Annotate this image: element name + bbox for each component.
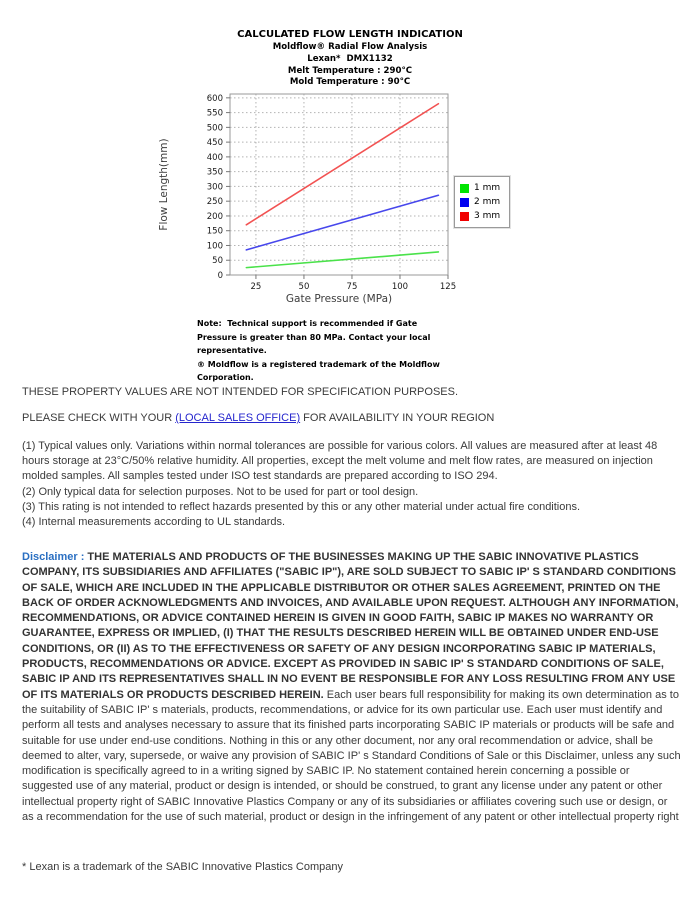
legend-label: 2 mm — [474, 197, 501, 207]
y-tick-label: 100 — [206, 241, 223, 252]
legend-item — [460, 195, 500, 209]
y-axis-label: Flow Length(mm) — [158, 138, 170, 231]
disclaimer-paragraph — [22, 550, 682, 825]
footnote-item: (1) Typical values only. Variations within normal tolerances are possible for various colors. All values are measured after at least 48 hours storage at 23°C/50% relative humidity. All properties, except the melt volume and melt flow rates, are measured on injection molded samples. All samples tested under ISO test standards are prepared according to ISO 294. — [22, 440, 658, 483]
local-sales-office-link[interactable]: (LOCAL SALES OFFICE) — [175, 412, 301, 424]
plot-area — [230, 94, 448, 275]
chart-title-line: Moldflow® Radial Flow Analysis — [272, 42, 428, 52]
availability-prefix: PLEASE CHECK WITH YOUR — [22, 412, 176, 424]
x-tick-label: 75 — [346, 282, 358, 292]
disclaimer-label: Disclaimer : — [22, 551, 88, 563]
y-tick-label: 150 — [206, 226, 223, 237]
y-tick-label: 500 — [206, 123, 223, 134]
chart-title-line: Lexan* DMX1132 — [307, 53, 393, 64]
y-tick-label: 600 — [206, 93, 223, 104]
x-axis-label: Gate Pressure (MPa) — [285, 293, 393, 305]
legend-label: 3 mm — [474, 211, 501, 221]
chart-note-line: Corporation. — [197, 373, 254, 383]
legend-label: 1 mm — [474, 183, 501, 193]
chart-note-line: representative. — [197, 346, 267, 356]
chart-note-line: Pressure is greater than 80 MPa. Contact your local — [197, 332, 431, 342]
disclaimer-regular-text: Each user bears full responsibility for making its own determination as to the suitability of SABIC IP' s materials, products, recommendations, or advice for its own particular use. Each user must identify and perform all tests and analyses necessary to assure that its finished parts incorporating SABIC IP materials or products will be safe and suitable for use under end-use conditions. Nothing in this or any other document, nor any oral recommendation or advice, shall be deemed to alter, vary, supersede, or waive any provision of SABIC IP' s Standard Conditions of Sale or this Disclaimer, unless any such modification is specifically agreed to in a writing signed by SABIC IP. No statement contained herein concerning a possible or suggested use of any material, product or design is intended, or should be construed, to grant any license under any patent or other intellectual property right of SABIC Innovative Plastics Company or any of its subsidiaries or affiliates covering such use or design, or as a recommendation for the use of such material, product or design in the infringement of any patent or other intellectual property right — [22, 688, 681, 824]
chart-title-line: Melt Temperature : 290°C — [287, 65, 413, 76]
y-tick-label: 400 — [206, 152, 223, 163]
specification-statement: THESE PROPERTY VALUES ARE NOT INTENDED FOR SPECIFICATION PURPOSES. — [22, 386, 459, 398]
footnote-item: (3) This rating is not intended to reflect hazards presented by this or any other material under actual fire conditions. — [22, 500, 581, 513]
lexan-trademark-note: * Lexan is a trademark of the SABIC Innovative Plastics Company — [22, 861, 343, 873]
y-tick-label: 550 — [206, 108, 223, 119]
availability-statement — [22, 412, 494, 424]
legend-swatch-icon — [460, 184, 469, 193]
footnote-item: (2) Only typical data for selection purposes. Not to be used for part or tool design. — [22, 485, 419, 498]
y-tick-label: 250 — [206, 197, 223, 208]
footnotes-list — [22, 439, 682, 530]
y-tick-label: 0 — [217, 271, 223, 281]
chart-title-line: CALCULATED FLOW LENGTH INDICATION — [237, 29, 463, 40]
x-tick-label: 25 — [250, 282, 262, 292]
legend-item — [460, 181, 500, 195]
y-tick-label: 350 — [206, 167, 223, 178]
x-tick-label: 100 — [391, 282, 409, 292]
disclaimer-bold-text: THE MATERIALS AND PRODUCTS OF THE BUSINESSES MAKING UP THE SABIC INNOVATIVE PLASTICS COMPANY, ITS SUBSIDIARIES AND AFFILIATES ("SABIC IP"), ARE SOLD SUBJECT TO SABIC IP' S STANDARD CONDITIONS OF SALE, WHICH ARE INCLUDED IN THE APPLICABLE DISTRIBUTOR OR OTHER SALES AGREEMENT, PRINTED ON THE BACK OF ORDER ACKNOWLEDGMENTS AND INVOICES, AND AVAILABLE UPON REQUEST. ALTHOUGH ANY INFORMATION, RECOMMENDATIONS, OR ADVICE CONTAINED HEREIN IS GIVEN IN GOOD FAITH, SABIC IP MAKES NO WARRANTY OR GUARANTEE, EXPRESS OR IMPLIED, (I) THAT THE RESULTS DESCRIBED HEREIN WILL BE OBTAINED UNDER END-USE CONDITIONS, OR (II) AS TO THE EFFECTIVENESS OR SAFETY OF ANY DESIGN INCORPORATING SABIC IP MATERIALS, PRODUCTS, RECOMMENDATIONS OR ADVICE. EXCEPT AS PROVIDED IN SABIC IP' S STANDARD CONDITIONS OF SALE, SABIC IP AND ITS REPRESENTATIVES SHALL IN NO EVENT BE RESPONSIBLE FOR ANY LOSS RESULTING FROM ANY USE OF ITS MATERIALS OR PRODUCTS DESCRIBED HEREIN. — [22, 551, 679, 701]
chart-note — [197, 317, 440, 385]
chart-note-line: Note: Technical support is recommended if Gate — [197, 319, 418, 328]
y-tick-label: 50 — [212, 256, 223, 267]
y-tick-label: 200 — [206, 211, 223, 222]
y-tick-label: 450 — [206, 138, 223, 149]
y-tick-label: 300 — [206, 182, 223, 193]
availability-suffix: FOR AVAILABILITY IN YOUR REGION — [300, 412, 495, 424]
legend-swatch-icon — [460, 198, 469, 207]
legend-item — [460, 209, 500, 223]
chart-note-line: ® Moldflow is a registered trademark of the Moldflow — [197, 359, 440, 369]
chart-title-line: Mold Temperature : 90°C — [289, 77, 411, 88]
footnote-item: (4) Internal measurements according to UL standards. — [22, 516, 286, 529]
x-tick-label: 125 — [439, 282, 457, 292]
chart-title-block — [150, 28, 550, 89]
chart-legend — [454, 176, 510, 228]
x-tick-label: 50 — [298, 282, 310, 292]
legend-swatch-icon — [460, 212, 469, 221]
